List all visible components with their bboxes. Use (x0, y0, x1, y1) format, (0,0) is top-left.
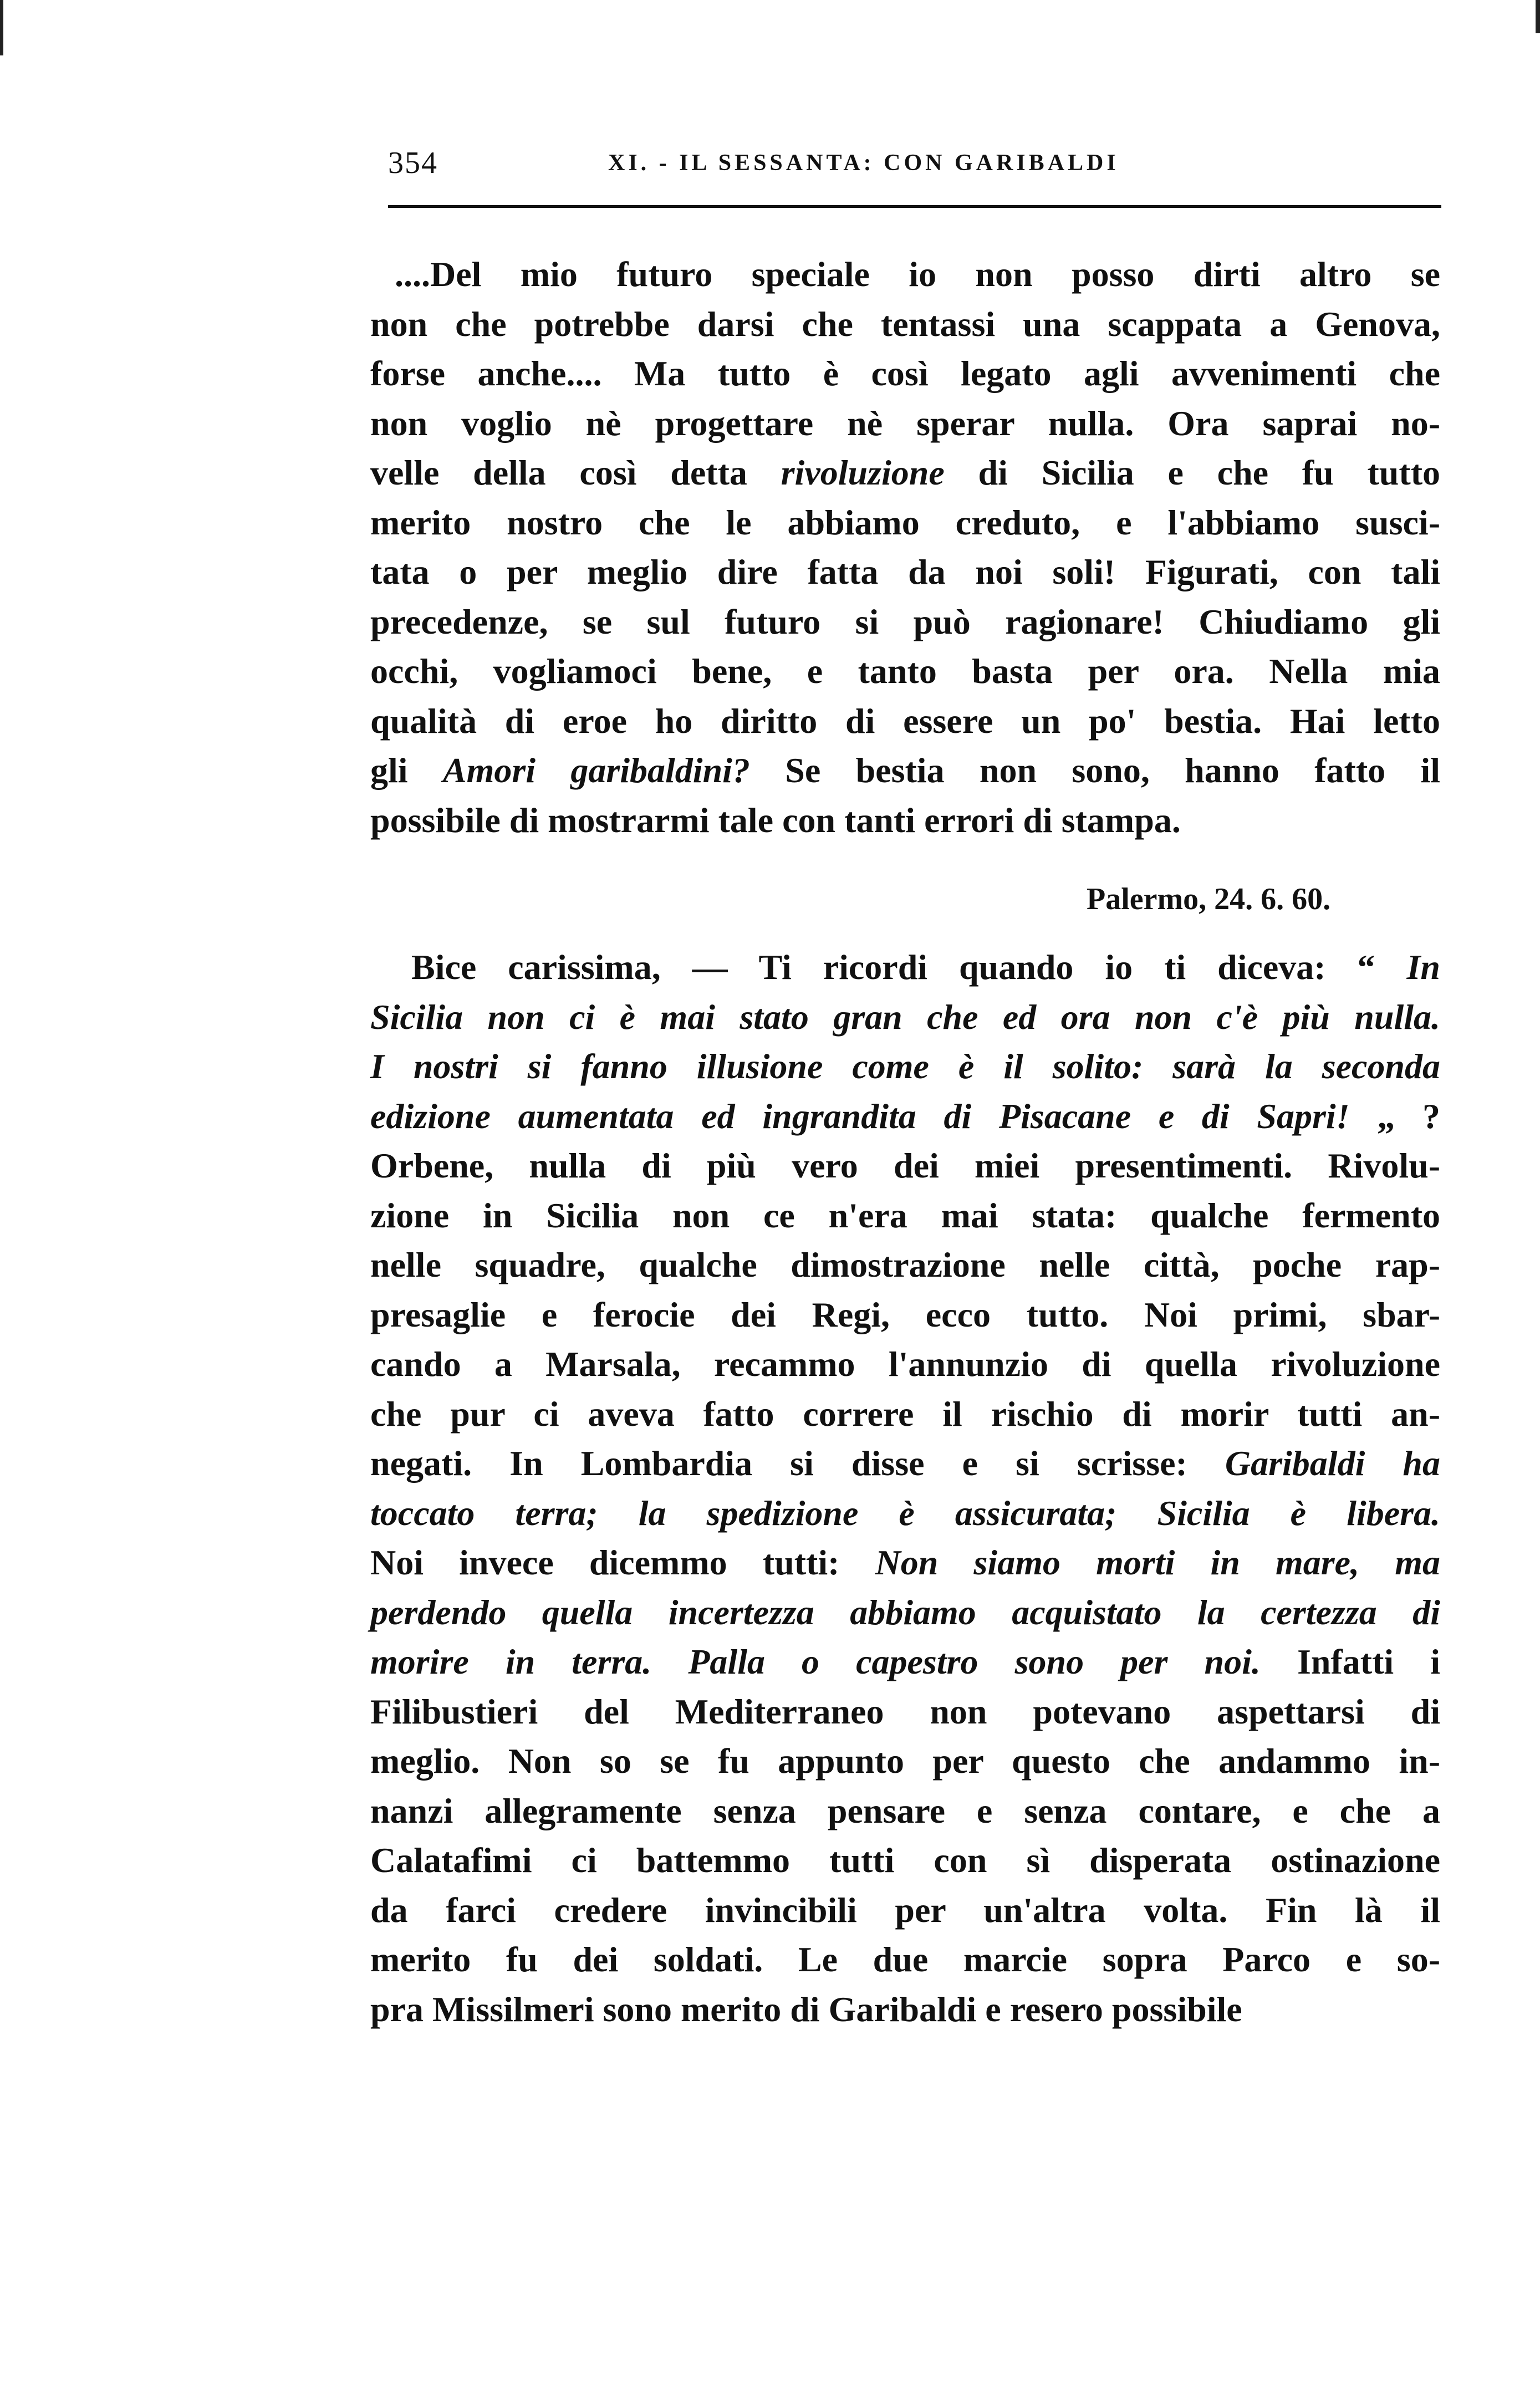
text-line: merito nostro che le abbiamo creduto, e l'abbiamo susci- (370, 502, 1440, 542)
text-line: non che potrebbe darsi che tentassi una scappata a Genova, (370, 304, 1440, 344)
page-header (388, 145, 1441, 184)
text-line: forse anche.... Ma tutto è così legato agli avvenimenti che (370, 354, 1440, 393)
text-line: toccato terra; la spedizione è assicurata; Sicilia è libera. (370, 1493, 1440, 1533)
text-line: nanzi allegramente senza pensare e senza contare, e che a (370, 1791, 1440, 1830)
scan-edge-mark (1536, 0, 1540, 33)
text-line: occhi, vogliamoci bene, e tanto basta per ora. Nella mia (370, 651, 1440, 691)
text-line: Filibustieri del Mediterraneo non potevano aspettarsi di (370, 1691, 1440, 1731)
text-line: pra Missilmeri sono merito di Garibaldi e resero possibile (370, 1989, 1242, 2029)
text-line: gli Amori garibaldini? Se bestia non sono, hanno fatto il (370, 751, 1441, 790)
text-line: Noi invece dicemmo tutti: Non siamo morti in mare, ma (370, 1543, 1441, 1582)
text-line: da farci credere invincibili per un'altra volta. Fin là il (370, 1890, 1440, 1930)
text-line: cando a Marsala, recammo l'annunzio di quella rivoluzione (370, 1344, 1440, 1384)
text-line: negati. In Lombardia si disse e si scrisse: Garibaldi ha (370, 1444, 1440, 1483)
scan-edge-mark (0, 0, 3, 55)
text-line: zione in Sicilia non ce n'era mai stata: qualche fermento (370, 1195, 1440, 1235)
text-line: precedenze, se sul futuro si può ragionare! Chiudiamo gli (370, 601, 1440, 641)
text-line: morire in terra. Palla o capestro sono per noi. Infatti i (370, 1642, 1441, 1681)
dateline: Palermo, 24. 6. 60. (1087, 882, 1331, 916)
text-line: Bice carissima, — Ti ricordi quando io ti diceva: “ In (411, 947, 1440, 987)
text-line: I nostri si fanno illusione come è il solito: sarà la seconda (370, 1047, 1440, 1086)
header-rule (388, 205, 1441, 208)
text-line: che pur ci aveva fatto correre il rischio di morir tutti an- (370, 1394, 1440, 1434)
text-line: possibile di mostrarmi tale con tanti errori di stampa. (370, 800, 1181, 840)
text-line: meglio. Non so se fu appunto per questo che andammo in- (370, 1741, 1440, 1781)
text-line: ....Del mio futuro speciale io non posso dirti altro se (395, 254, 1440, 294)
text-line: perdendo quella incertezza abbiamo acquistato la certezza di (370, 1592, 1440, 1632)
text-line: Calatafimi ci battemmo tutti con sì disperata ostinazione (370, 1840, 1440, 1880)
text-line: velle della così detta rivoluzione di Sicilia e che fu tutto (370, 453, 1441, 492)
text-line: qualità di eroe ho diritto di essere un po' bestia. Hai letto (370, 701, 1440, 741)
running-head: XI. - IL SESSANTA: CON GARIBALDI (608, 150, 1119, 176)
text-line: non voglio nè progettare nè sperar nulla. Ora saprai no- (370, 403, 1440, 443)
page-number: 354 (388, 146, 438, 180)
text-line: presaglie e ferocie dei Regi, ecco tutto. Noi primi, sbar- (370, 1294, 1440, 1334)
text-line: Orbene, nulla di più vero dei miei presentimenti. Rivolu- (370, 1146, 1440, 1185)
text-line: merito fu dei soldati. Le due marcie sopra Parco e so- (370, 1940, 1440, 1979)
text-line: edizione aumentata ed ingrandita di Pisacane e di Sapri! „ ? (370, 1096, 1441, 1136)
text-line: Sicilia non ci è mai stato gran che ed ora non c'è più nulla. (370, 997, 1440, 1037)
text-line: nelle squadre, qualche dimostrazione nelle città, poche rap- (370, 1245, 1440, 1284)
text-line: tata o per meglio dire fatta da noi soli! Figurati, con tali (370, 552, 1440, 591)
